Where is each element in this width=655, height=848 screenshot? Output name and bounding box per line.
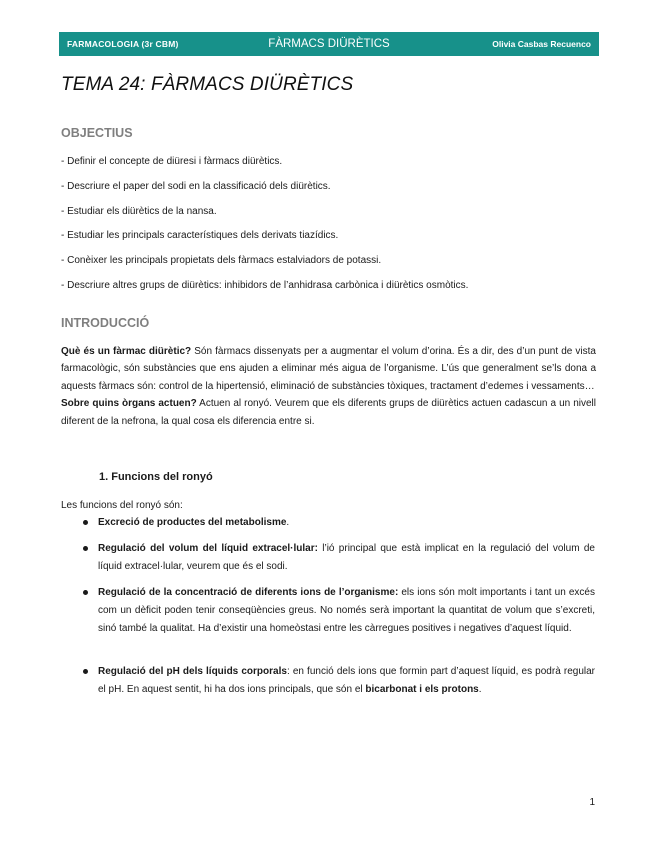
- list-item: - Estudiar els diürètics de la nansa.: [61, 205, 217, 217]
- objectives-list: [61, 155, 601, 304]
- list-item-text: Regulació del pH dels líquids corporals: en funció dels ions que formin part d’aquest líquid, es podrà regular el pH. En aquest sentit, hi ha dos ions principals, que són el bicarbonat i els protons.: [98, 666, 596, 695]
- objectives-heading: OBJECTIUS: [61, 126, 133, 140]
- bullet-icon: [83, 669, 88, 674]
- list-item-text: Excreció de productes del metabolisme.: [98, 517, 290, 528]
- list-item: - Descriure el paper del sodi en la classificació dels diürètics.: [61, 180, 331, 192]
- list-item-text: Regulació de la concentració de diferents ions de l’organisme: els ions són molt importants i tant un excés com un dèficit poden tenir conseqüències greus. No només serà important la quantitat de volum que s’excreti, sinó també la qualitat. Ha d’existir una homeòstasi entre les càrregues positives i negatives d’aquest líquid.: [98, 587, 595, 634]
- list-item: - Definir el concepte de diüresi i fàrmacs diürètics.: [61, 156, 283, 167]
- kidney-functions-heading: 1. Funcions del ronyó: [99, 471, 213, 483]
- bullet-icon: [83, 590, 88, 595]
- paragraph-text: Són fàrmacs dissenyats per a augmentar el volum d’orina. És a dir, des d’un punt de vista farmacològic, són substàncies que ens ajuden a eliminar més aigua de l’organisme. L’ús que generalment se’ls dona a aquests fàrmacs són: control de la hipertensió, eliminació de substàncies tòxiques, tractament d’edemes i vessaments…: [61, 346, 596, 392]
- intro-paragraph: [61, 343, 596, 430]
- header-topic: FÀRMACS DIÜRÈTICS: [268, 38, 390, 50]
- list-item: - Estudiar les principals característiques dels derivats tiazídics.: [61, 230, 339, 242]
- bullet-icon: [83, 546, 88, 551]
- page-title: TEMA 24: FÀRMACS DIÜRÈTICS: [61, 74, 354, 95]
- paragraph-text: Actuen al ronyó. Veurem que els diferents grups de diürètics actuen cadascun a un nivell diferent de la nefrona, la qual cosa els diferencia entre si.: [61, 398, 596, 427]
- question-lead: Sobre quins òrgans actuen?: [61, 398, 197, 410]
- list-item: - Conèixer les principals propietats dels fàrmacs estalviadors de potassi.: [61, 255, 382, 267]
- question-lead: Què és un fàrmac diürètic?: [61, 346, 192, 357]
- page-number: 1: [589, 797, 595, 808]
- running-header: [59, 32, 599, 56]
- introduction-heading: INTRODUCCIÓ: [61, 316, 150, 330]
- bullet-icon: [83, 520, 88, 525]
- list-item-text: Regulació del volum del líquid extracel·lular: l’ió principal que està implicat en la regulació del volum de líquid extracel·lular, veurem que és el sodi.: [98, 543, 595, 572]
- list-item: - Descriure altres grups de diürètics: inhibidors de l’anhidrasa carbònica i diürètics osmòtics.: [61, 279, 469, 291]
- header-author: Olivia Casbas Recuenco: [492, 39, 591, 49]
- kidney-functions-intro: Les funcions del ronyó són:: [61, 500, 183, 511]
- header-course: FARMACOLOGIA (3r CBM): [67, 39, 179, 49]
